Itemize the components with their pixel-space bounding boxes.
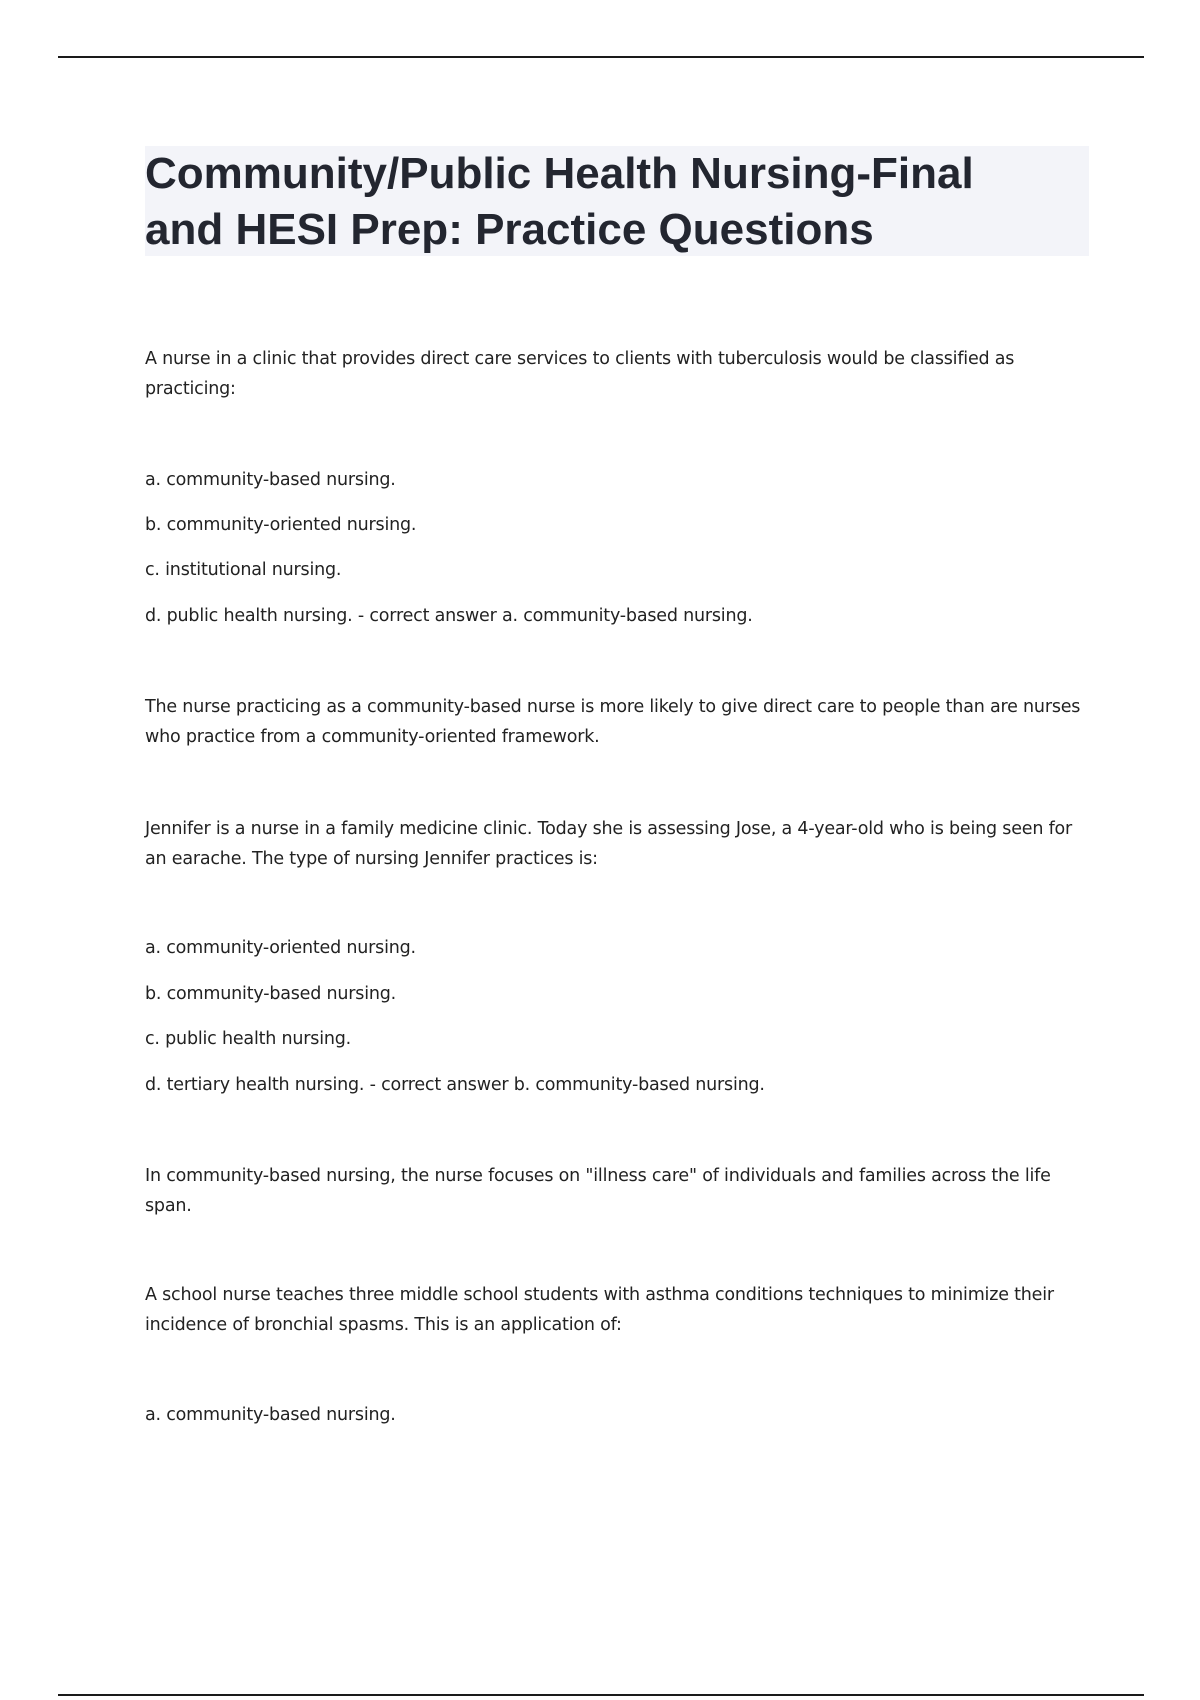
- q2-option-d: d. tertiary health nursing. - correct answer b. community-based nursing.: [145, 1075, 765, 1095]
- bottom-rule: [58, 1694, 1144, 1696]
- title-banner: [145, 146, 1089, 256]
- q2-option-c: c. public health nursing.: [145, 1029, 352, 1049]
- q2-explanation: In community-based nursing, the nurse focuses on "illness care" of individuals and families across the life span.: [145, 1166, 1051, 1216]
- q1-option-a: a. community-based nursing.: [145, 470, 396, 490]
- q1-option-d: d. public health nursing. - correct answer a. community-based nursing.: [145, 606, 753, 626]
- top-rule: [58, 56, 1144, 58]
- q3-option-a: a. community-based nursing.: [145, 1405, 396, 1425]
- question-3: A school nurse teaches three middle school students with asthma conditions techniques to minimize their incidence of bronchial spasms. This is an application of:: [145, 1285, 1054, 1335]
- q2-option-a: a. community-oriented nursing.: [145, 938, 416, 958]
- q1-option-b: b. community-oriented nursing.: [145, 515, 417, 535]
- page-title: Community/Public Health Nursing-Final and HESI Prep: Practice Questions: [145, 149, 974, 254]
- question-1: A nurse in a clinic that provides direct care services to clients with tuberculosis would be classified as practicing:: [145, 349, 1015, 399]
- question-2: Jennifer is a nurse in a family medicine clinic. Today she is assessing Jose, a 4-year-old who is being seen for an earache. The type of nursing Jennifer practices is:: [145, 819, 1073, 869]
- q1-option-c: c. institutional nursing.: [145, 560, 342, 580]
- q1-explanation: The nurse practicing as a community-based nurse is more likely to give direct care to people than are nurses who practice from a community-oriented framework.: [145, 697, 1081, 747]
- q2-option-b: b. community-based nursing.: [145, 984, 397, 1004]
